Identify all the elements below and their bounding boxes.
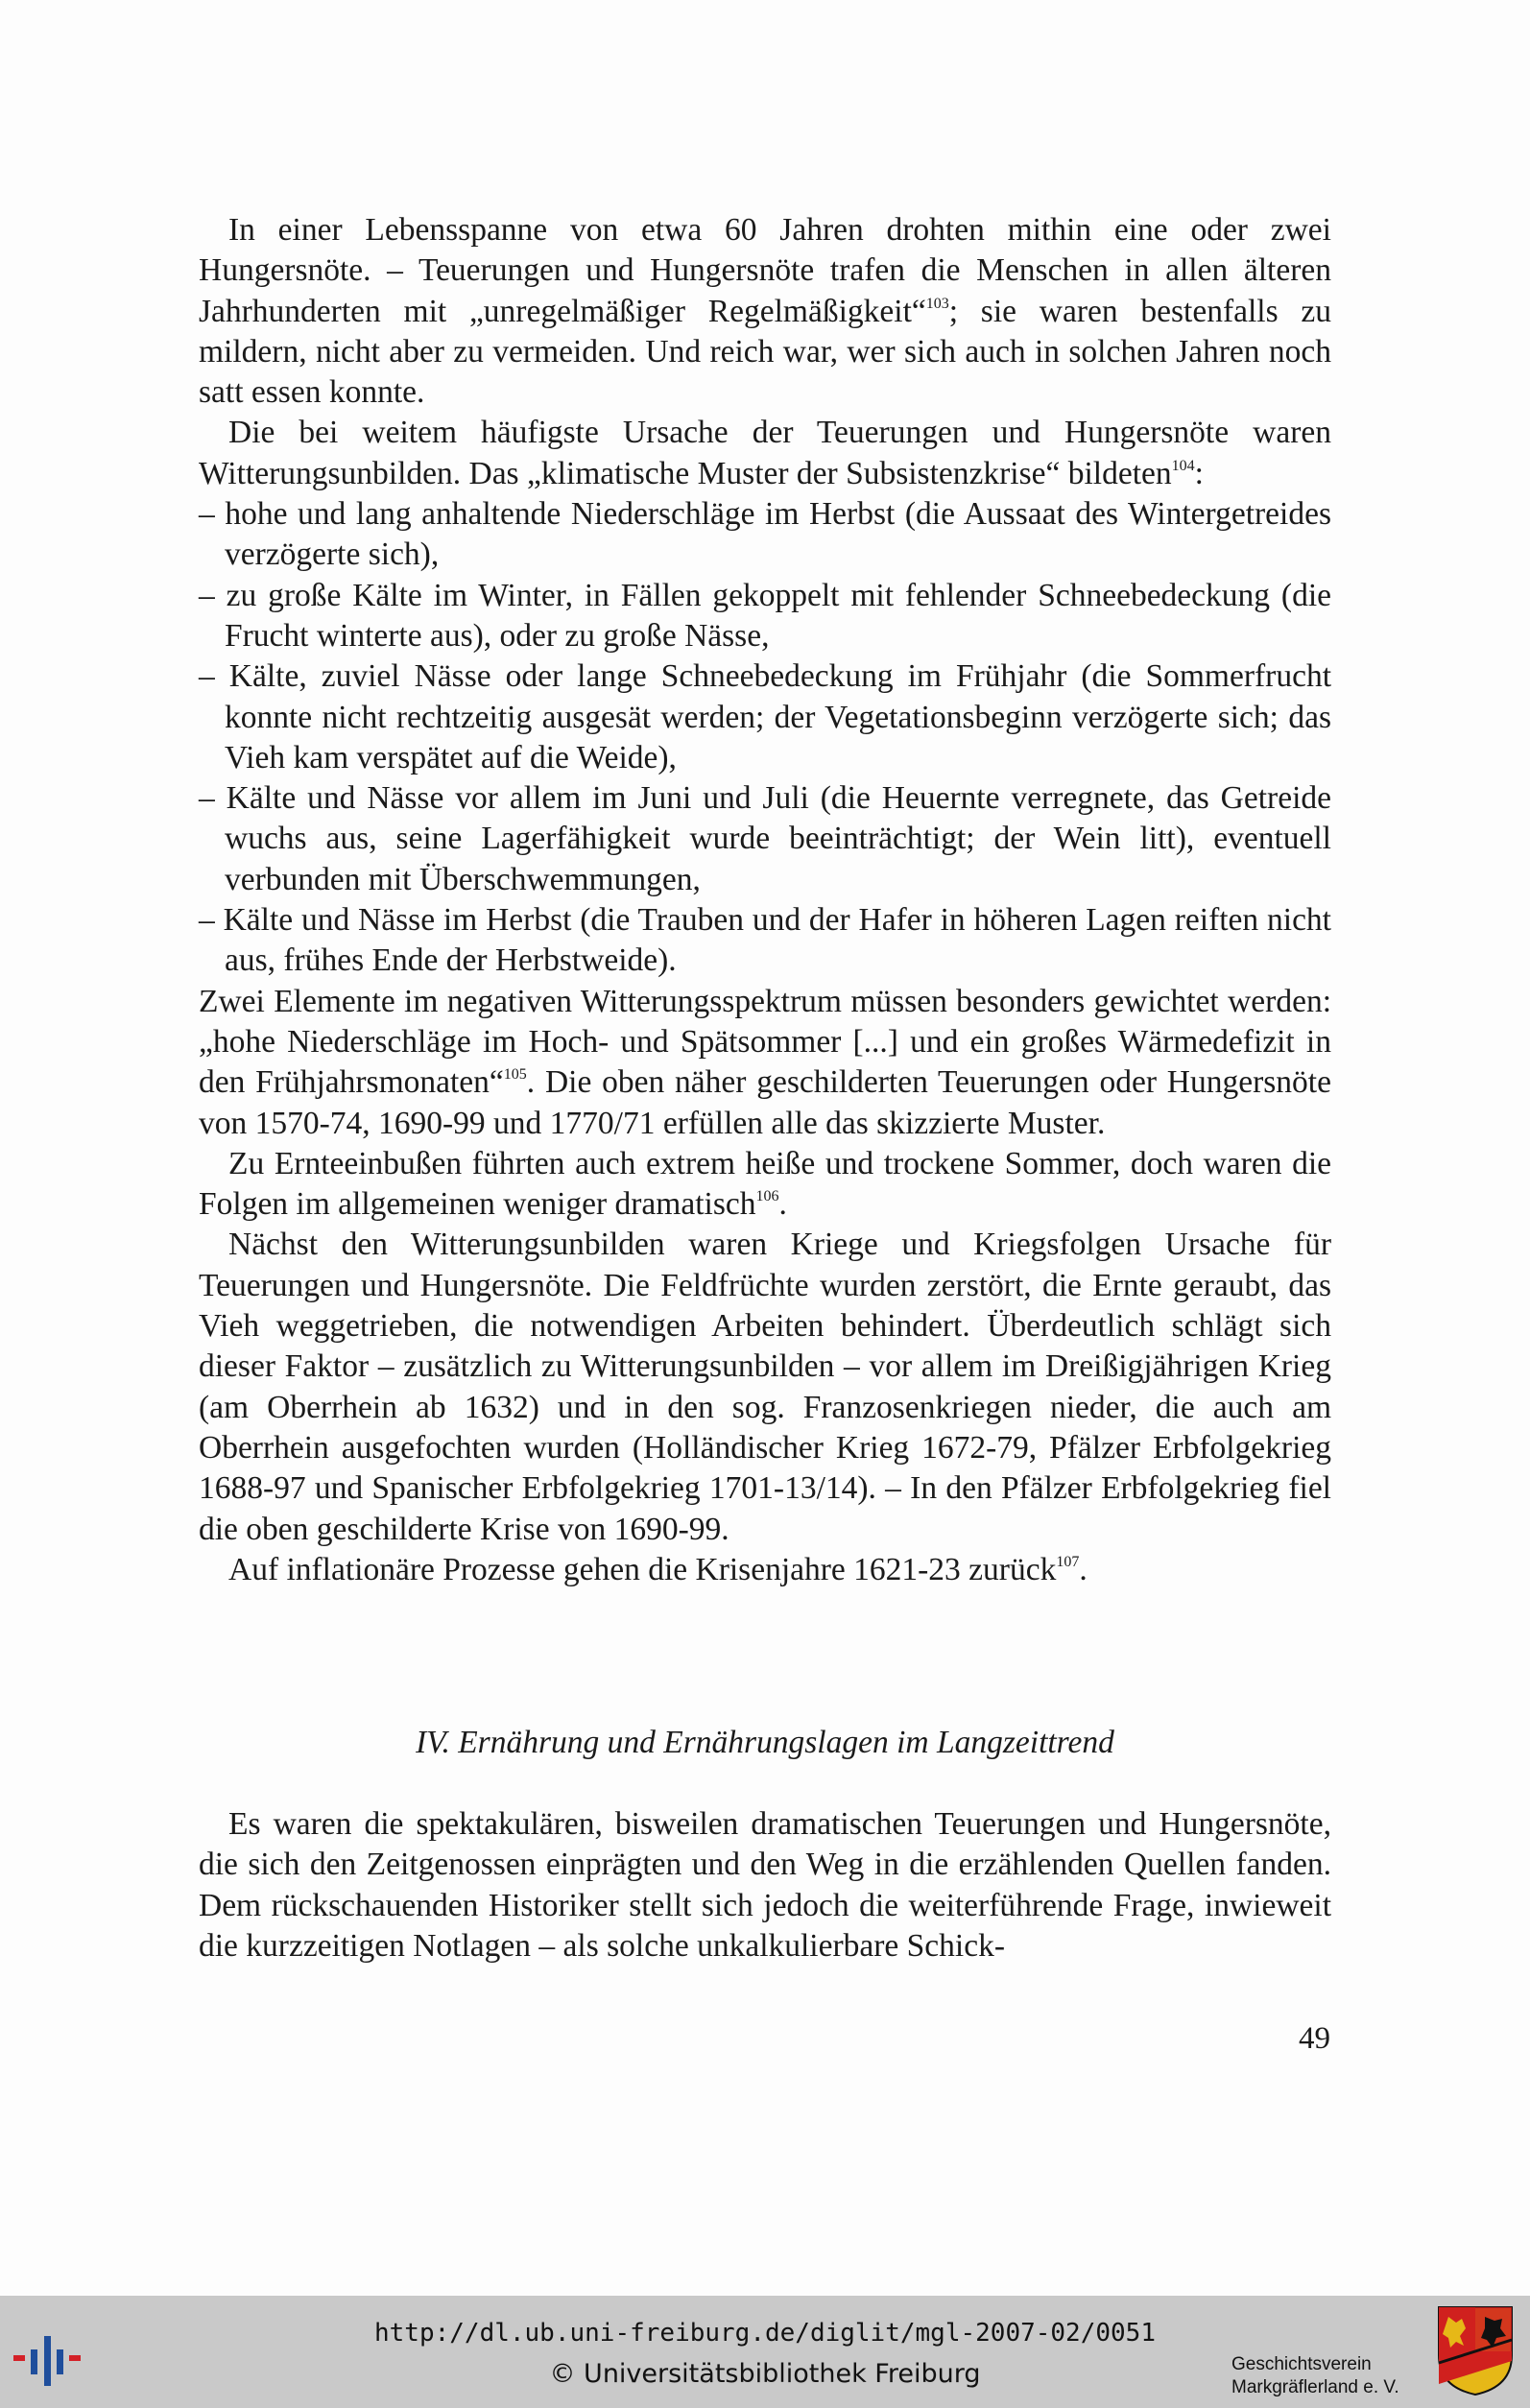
society-name: [1231, 2353, 1433, 2399]
copyright-text: © Universitätsbibliothek Freiburg: [549, 2359, 981, 2389]
text: Zwei Elemente im negativen Witterungsspektrum müssen besonders gewichtet werden: „hohe Niederschläge im Hoch- und Spätsommer [...] und ein großes Wärmedefizit in den Frühjahrsmonaten“: [199, 983, 1331, 1101]
text: . Die oben näher geschilderten Teuerungen oder Hungersnöte von 1570-74, 1690-99 und 1770/71 erfüllen alle das skizzierte Muster.: [199, 1064, 1331, 1141]
page-number: 49: [1299, 2021, 1330, 2056]
viewer-footer: [0, 2296, 1530, 2408]
paragraph: Nächst den Witterungsunbilden waren Kriege und Kriegsfolgen Ursache für Teuerungen und Hungersnöte. Die Feldfrüchte wurden zerstört, die Ernte geraubt, das Vieh weggetrieben, die notwendigen Arbeiten behindert. Überdeutlich schlägt sich dieser Faktor – zusätzlich zu Witterungsunbilden – vor allem im Dreißigjährigen Krieg (am Oberrhein ab 1632) und in den sog. Franzosenkriegen nieder, die auch am Oberrhein ausgefochten wurden (Holländischer Krieg 1672-79, Pfälzer Erbfolgekrieg 1688-97 und Spanischer Erbfolgekrieg 1701-13/14). – In den Pfälzer Erbfolgekrieg fiel die oben geschilderte Krise von 1690-99.: [199, 1227, 1331, 1547]
text: Die bei weitem häufigste Ursache der Teuerungen und Hungersnöte waren Witterungsunbilden. Das „klimatische Muster der Subsistenzkrise“ bildeten: [199, 415, 1331, 491]
society-line: Markgräflerland e. V.: [1231, 2377, 1399, 2397]
body-text-continued: [199, 1804, 1331, 1967]
footnote-ref: 103: [925, 295, 949, 312]
text: :: [1194, 455, 1204, 491]
list-item: – zu große Kälte im Winter, in Fällen gekoppelt mit fehlender Schneebedeckung (die Frucht winterte aus), oder zu große Nässe,: [199, 577, 1331, 654]
text: Zu Ernteeinbußen führten auch extrem heiße und trockene Sommer, doch waren die Folgen im allgemeinen weniger dramatisch: [199, 1145, 1331, 1223]
text: Auf inflationäre Prozesse gehen die Krisenjahre 1621-23 zurück: [228, 1551, 1057, 1587]
paragraph: [199, 210, 1331, 413]
society-line: Geschichtsverein: [1231, 2354, 1372, 2374]
paragraph: [199, 982, 1331, 1144]
list-item: – hohe und lang anhaltende Niederschläge im Herbst (die Aussaat des Wintergetreides verzögerte sich),: [199, 496, 1331, 573]
paragraph: [199, 1144, 1331, 1226]
document-url-link[interactable]: http://dl.ub.uni-freiburg.de/diglit/mgl-2007-02/0051: [374, 2319, 1156, 2348]
text: .: [1079, 1551, 1088, 1587]
body-text: [199, 210, 1331, 1590]
text: .: [778, 1186, 787, 1223]
footnote-ref: 107: [1056, 1553, 1080, 1570]
paragraph: [199, 413, 1331, 494]
section-heading: IV. Ernährung und Ernährungslagen im Langzeittrend: [416, 1725, 1114, 1760]
footnote-ref: 106: [755, 1188, 779, 1205]
text: ; sie waren bestenfalls zu mildern, nicht aber zu vermeiden. Und reich war, wer sich auch in solchen Jahren noch satt essen konnte.: [199, 293, 1331, 411]
coat-of-arms-icon: [1437, 2305, 1514, 2396]
paragraph: [199, 1550, 1331, 1590]
footnote-ref: 105: [503, 1066, 527, 1084]
paragraph: Es waren die spektakulären, bisweilen dramatischen Teuerungen und Hungersnöte, die sich den Zeitgenossen einprägten und den Weg in die erzählenden Quellen fanden. Dem rückschauenden Historiker stellt sich jedoch die weiterführende Frage, inwieweit die kurzzeitigen Notlagen – als solche unkalkulierbare Schick-: [199, 1806, 1331, 1964]
text: In einer Lebensspanne von etwa 60 Jahren drohten mithin eine oder zwei Hungersnöte. – Teuerungen und Hungersnöte trafen die Menschen in allen älteren Jahrhunderten mit „unregelmäßiger Regelmäßigkeit“: [199, 212, 1331, 329]
list-item: – Kälte und Nässe vor allem im Juni und Juli (die Heuernte verregnete, das Getreide wuchs aus, seine Lagerfähigkeit wurde beeinträchtigt; der Wein litt), eventuell verbunden mit Überschwemmungen,: [199, 780, 1331, 897]
footnote-ref: 104: [1171, 457, 1195, 474]
list-item: – Kälte und Nässe im Herbst (die Trauben und der Hafer in höheren Lagen reiften nicht aus, frühes Ende der Herbstweide).: [199, 902, 1331, 979]
list-item: – Kälte, zuviel Nässe oder lange Schneebedeckung im Frühjahr (die Sommerfrucht konnte nicht rechtzeitig ausgesät werden; der Vegetationsbeginn verzögerte sich; das Vieh kam verspätet auf die Weide),: [199, 658, 1331, 775]
